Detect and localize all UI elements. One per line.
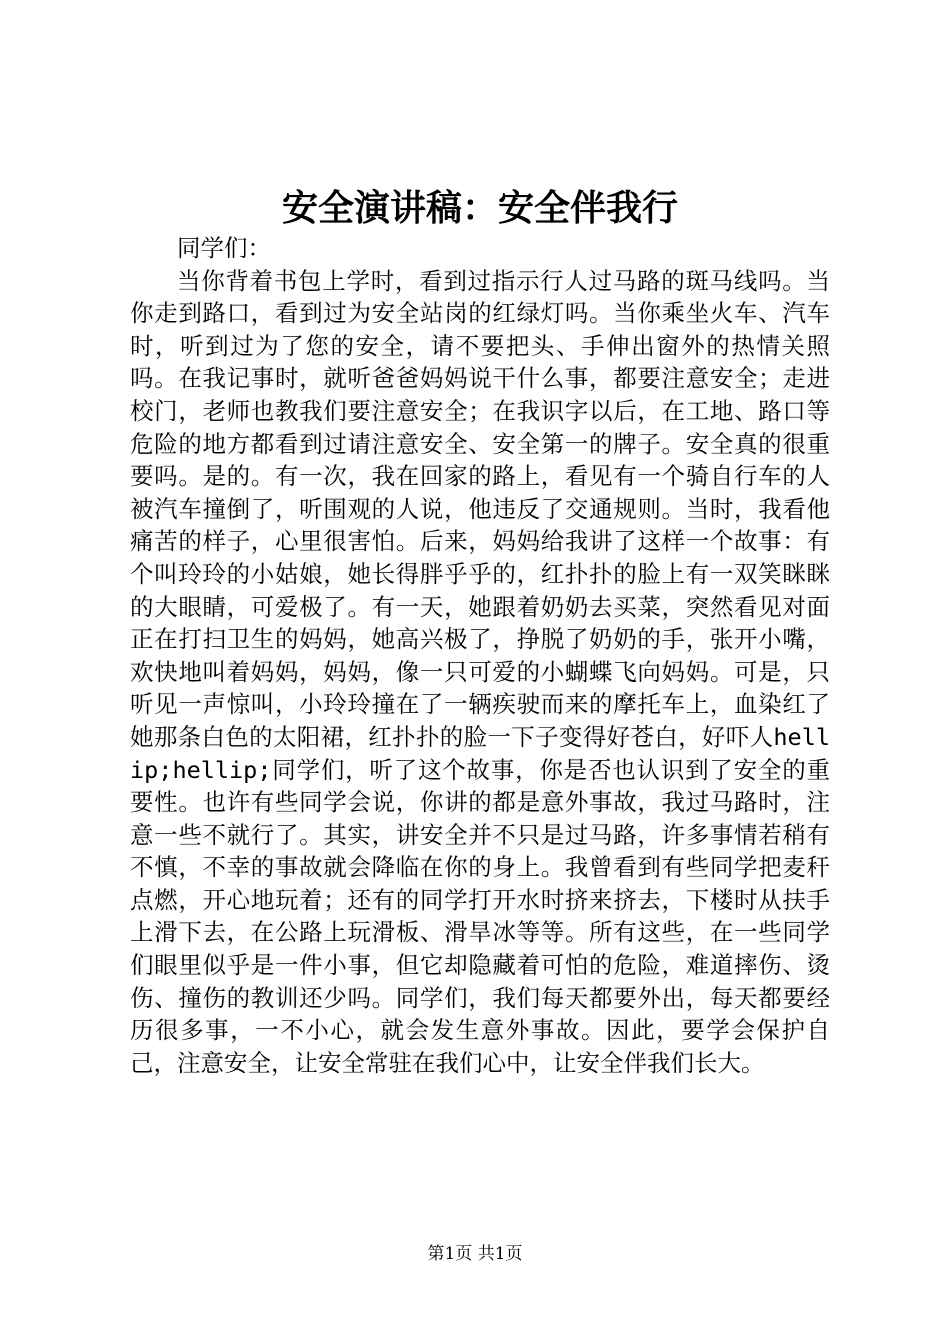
document-title: 安全演讲稿：安全伴我行 [281,187,678,229]
salutation: 同学们： [177,234,271,262]
body-paragraph: 当你背着书包上学时，看到过指示行人过马路的斑马线吗。当你走到路口，看到过为安全站岗的红绿灯吗。当你乘坐火车、汽车时，听到过为了您的安全，请不要把头、手伸出窗外的热情关照吗。在我记事时，就听爸爸妈妈说干什么事，都要注意安全；走进校门，老师也教我们要注意安全；在我识字以后，在工地、路口等危险的地方都看到过请注意安全、安全第一的牌子。安全真的很重要吗。是的。有一次，我在回家的路上，看见有一个骑自行车的人被汽车撞倒了，听围观的人说，他违反了交通规则。当时，我看他痛苦的样子，心里很害怕。后来，妈妈给我讲了这样一个故事：有个叫玲玲的小姑娘，她长得胖乎乎的，红扑扑的脸上有一双笑眯眯的大眼睛，可爱极了。有一天，她跟着奶奶去买菜，突然看见对面正在打扫卫生的妈妈，她高兴极了，挣脱了奶奶的手，张开小嘴，欢快地叫着妈妈，妈妈，像一只可爱的小蝴蝶飞向妈妈。可是，只听见一声惊叫，小玲玲撞在了一辆疾驶而来的摩托车上，血染红了她那条白色的太阳裙，红扑扑的脸一下子变得好苍白，好吓人hellip;hellip;同学们，听了这个故事，你是否也认识到了安全的重要性。也许有些同学会说，你讲的都是意外事故，我过马路时，注意一些不就行了。其实，讲安全并不只是过马路，许多事情若稍有不慎，不幸的事故就会降临在你的身上。我曾看到有些同学把麦秆点燃，开心地玩着；还有的同学打开水时挤来挤去，下楼时从扶手上滑下去，在公路上玩滑板、滑旱冰等等。所有这些，在一些同学们眼里似乎是一件小事，但它却隐藏着可怕的危险，难道摔伤、烫伤、撞伤的教训还少吗。同学们，我们每天都要外出，每天都要经历很多事，一不小心，就会发生意外事故。因此，要学会保护自己，注意安全，让安全常驻在我们心中，让安全伴我们长大。 [130,266,830,1077]
page-footer: 第1页 共1页 [427,1244,523,1264]
document-body [130,232,830,1079]
